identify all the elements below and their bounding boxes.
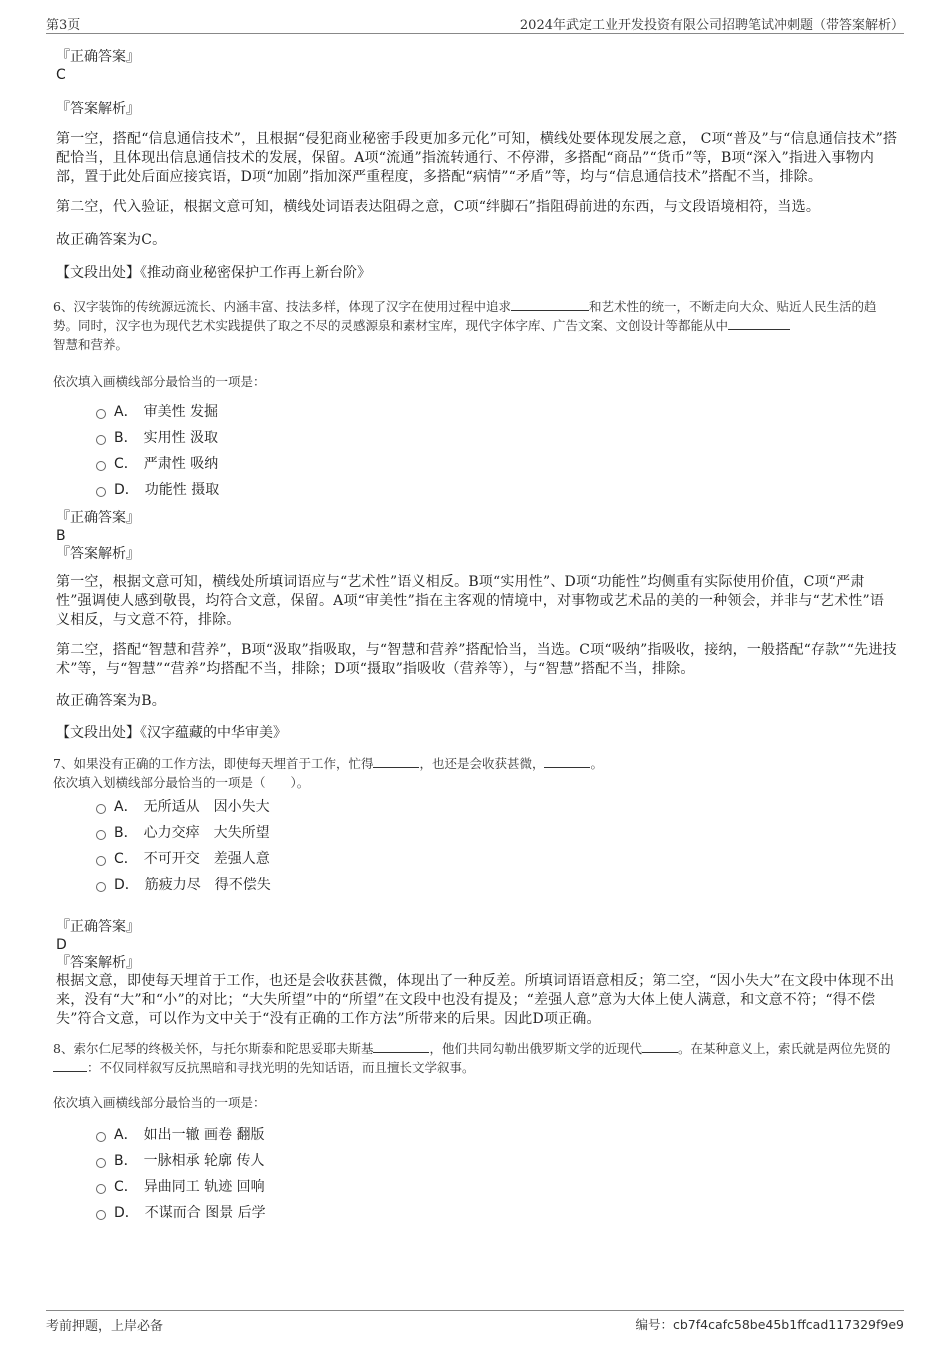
analysis-paragraph: 第二空，代入验证，根据文意可知，横线处词语表达阻碍之意，C项“绊脚石”指阻碍前进的东西，与文段语境相符，当选。 (56, 199, 821, 215)
option-d[interactable]: D． 不谋而合 图景 后学 (96, 1200, 898, 1226)
radio-button[interactable] (96, 882, 106, 892)
radio-button[interactable] (96, 409, 106, 419)
page-header (46, 12, 904, 34)
radio-button[interactable] (96, 1210, 106, 1220)
option-b[interactable]: B． 心力交瘁 大失所望 (96, 820, 898, 846)
analysis-paragraph: 第二空，搭配“智慧和营养”，B项“汲取”指吸取，与“智慧和营养”搭配恰当，当选。C项“吸纳”指吸收，接纳，一般搭配“存款”“先进技术”等，与“智慧”“营养”均搭配不当，排除；D项“摄取”指吸收（营养等），与“智慧”搭配不当，排除。 (56, 642, 897, 677)
option-c[interactable]: C． 严肃性 吸纳 (96, 451, 898, 477)
correct-answer-value: B (56, 528, 66, 544)
fill-blank (373, 755, 419, 768)
question-prompt: 依次填入划横线部分最恰当的一项是（ ）。 (53, 775, 310, 790)
document-body (53, 44, 898, 1226)
option-list (96, 399, 898, 503)
page-footer (46, 1310, 904, 1336)
correct-answer-value: C (56, 67, 66, 83)
fill-blank (728, 317, 790, 330)
correct-answer-label: 『正确答案』 (56, 919, 140, 935)
radio-button[interactable] (96, 856, 106, 866)
radio-button[interactable] (96, 830, 106, 840)
conclusion: 故正确答案为C。 (56, 232, 167, 248)
option-a[interactable]: A． 审美性 发掘 (96, 399, 898, 425)
analysis-label: 『答案解析』 (56, 546, 140, 562)
correct-answer-value: D (56, 937, 67, 953)
analysis-paragraph: 根据文意，即使每天埋首于工作，也还是会收获甚微，体现出了一种反差。所填词语语意相反；第二空，“因小失大”在文段中体现不出来，没有“大”和“小”的对比；“大失所望”中的“所望”在文段中也没有提及；“差强人意”意为大体上使人满意，和文意不符；“得不偿失”符合文意，可以作为文中关于“没有正确的工作方法”所带来的后果。因此D项正确。 (56, 973, 895, 1027)
fill-blank (53, 1059, 87, 1072)
page-number: 第3页 (46, 18, 81, 33)
question-stem: 8、索尔仁尼琴的终极关怀，与托尔斯泰和陀思妥耶夫斯基 ，他们共同勾勒出俄罗斯文学的近现代 。在某种意义上，索氏就是两位先贤的：不仅同样叙写反抗黑暗和寻找光明的先知话语，而且擅长文学叙事。 (53, 1041, 891, 1075)
fill-blank (373, 1040, 429, 1053)
document-title: 2024年武定工业开发投资有限公司招聘笔试冲刺题（带答案解析） (519, 18, 904, 33)
option-c[interactable]: C． 不可开交 差强人意 (96, 846, 898, 872)
analysis-paragraph: 第一空，搭配“信息通信技术”，且根据“侵犯商业秘密手段更加多元化”可知，横线处要体现发展之意， C项“普及”与“信息通信技术”搭配恰当，且体现出信息通信技术的发展，保留。A项“流通”指流转通行、不停滞，多搭配“商品”“货币”等，B项“深入”指进入事物内部，置于此处后面应接宾语，D项“加剧”指加深严重程度，多搭配“病情”“矛盾”等，均与“信息通信技术”搭配不当，排除。 (56, 131, 898, 185)
analysis-label: 『答案解析』 (56, 955, 140, 971)
radio-button[interactable] (96, 487, 106, 497)
correct-answer-label: 『正确答案』 (56, 510, 140, 526)
correct-answer-label: 『正确答案』 (56, 49, 140, 65)
question-stem: 6、汉字装饰的传统源远流长、内涵丰富、技法多样，体现了汉字在使用过程中追求 和艺术性的统一，不断走向大众、贴近人民生活的趋势。同时，汉字也为现代艺术实践提供了取之不尽的灵感源泉和素材宝库，现代字体字库、广告文案、文创设计等都能从中 智慧和营养。 (53, 299, 877, 352)
question-prompt: 依次填入画横线部分最恰当的一项是： (53, 1095, 266, 1110)
document-code: 编号：cb7f4cafc58be45b1ffcad117329f9e9 (635, 1317, 904, 1332)
option-list (96, 1122, 898, 1226)
fill-blank (544, 755, 590, 768)
option-b[interactable]: B． 实用性 汲取 (96, 425, 898, 451)
question-stem: 7、如果没有正确的工作方法，即使每天埋首于工作，忙得 ，也还是会收获甚微， 。 (53, 756, 603, 771)
option-list (96, 794, 898, 898)
option-b[interactable]: B． 一脉相承 轮廓 传人 (96, 1148, 898, 1174)
option-a[interactable]: A． 如出一辙 画卷 翻版 (96, 1122, 898, 1148)
radio-button[interactable] (96, 435, 106, 445)
radio-button[interactable] (96, 1132, 106, 1142)
source-citation: 【文段出处】《推动商业秘密保护工作再上新台阶》 (56, 265, 371, 281)
option-a[interactable]: A． 无所适从 因小失大 (96, 794, 898, 820)
radio-button[interactable] (96, 461, 106, 471)
option-d[interactable]: D． 筋疲力尽 得不偿失 (96, 872, 898, 898)
fill-blank (511, 298, 589, 311)
conclusion: 故正确答案为B。 (56, 693, 166, 709)
option-c[interactable]: C． 异曲同工 轨迹 回响 (96, 1174, 898, 1200)
radio-button[interactable] (96, 804, 106, 814)
source-citation: 【文段出处】《汉字蕴藏的中华审美》 (56, 725, 287, 741)
fill-blank (642, 1040, 678, 1053)
analysis-paragraph: 第一空，根据文意可知，横线处所填词语应与“艺术性”语义相反。B项“实用性”、D项“功能性”均侧重有实际使用价值，C项“严肃性”强调使人感到敬畏，均符合文意，保留。A项“审美性”指在主客观的情境中，对事物或艺术品的美的一种领会，并非与“艺术性”语义相反，与文意不符，排除。 (56, 574, 885, 628)
question-prompt: 依次填入画横线部分最恰当的一项是： (53, 374, 266, 389)
option-d[interactable]: D． 功能性 摄取 (96, 477, 898, 503)
radio-button[interactable] (96, 1184, 106, 1194)
analysis-label: 『答案解析』 (56, 101, 140, 117)
footer-slogan: 考前押题，上岸必备 (46, 1319, 164, 1334)
radio-button[interactable] (96, 1158, 106, 1168)
